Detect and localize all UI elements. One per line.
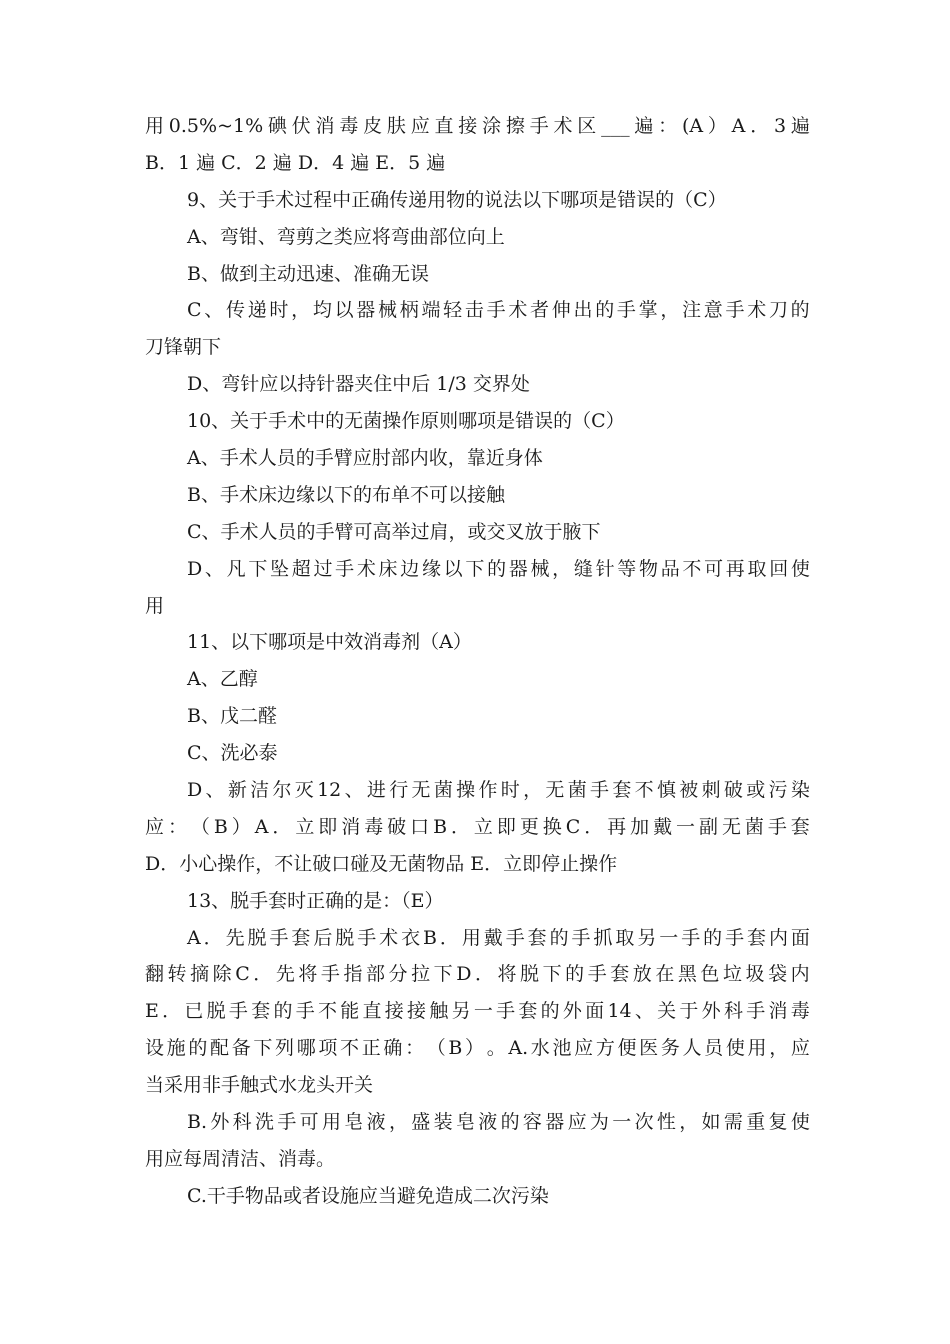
text-line: D 、 凡 下 坠 超 过 手 术 床 边 缘 以 下 的 器 械 ， 缝 针 等 物 品 不 可 再 取 回 使: [187, 557, 810, 580]
document-body: [145, 108, 810, 1215]
text-line: 用应每周清洁、消毒。: [145, 1147, 336, 1170]
text-line: B、做到主动迅速、准确无误: [187, 262, 429, 285]
text-line: A、乙醇: [187, 668, 258, 691]
text-line: 应 ： （ B ） A ． 立 即 消 毒 破 口 B ． 立 即 更 换 C ． 再 加 戴 一 副 无 菌 手 套: [145, 815, 810, 838]
text-line: B. 外 科 洗 手 可 用 皂 液 ， 盛 装 皂 液 的 容 器 应 为 一 次 性 ， 如 需 重 复 使: [187, 1111, 810, 1134]
text-line: 用: [145, 594, 165, 617]
text-line: D、弯针应以持针器夹住中后 1/3 交界处: [187, 373, 530, 396]
text-line: 翻 转 摘 除 C ． 先 将 手 指 部 分 拉 下 D ． 将 脱 下 的 手 套 放 在 黑 色 垃 圾 袋 内: [145, 963, 810, 986]
text-line: 用 0.5%~1% 碘 伏 消 毒 皮 肤 应 直 接 涂 擦 手 术 区 ___ 遍 ： (A ） A ． 3 遍: [145, 115, 810, 137]
text-line: 当采用非手触式水龙头开关: [145, 1074, 374, 1097]
text-line: 9、关于手术过程中正确传递用物的说法以下哪项是错误的（C）: [187, 188, 727, 211]
text-line: C、手术人员的手臂可高举过肩，或交叉放于腋下: [187, 520, 601, 543]
text-line: B．1 遍 C．2 遍 D．4 遍 E．5 遍: [145, 151, 446, 174]
text-line: D 、 新 洁 尔 灭 12 、 进 行 无 菌 操 作 时 ， 无 菌 手 套 不 慎 被 刺 破 或 污 染: [187, 779, 810, 802]
text-line: 设 施 的 配 备 下 列 哪 项 不 正 确 ： （ B ） 。 A. 水 池 应 方 便 医 务 人 员 使 用 ， 应: [145, 1037, 810, 1060]
text-line: 10、关于手术中的无菌操作原则哪项是错误的（C）: [187, 410, 625, 433]
text-line: E ． 已 脱 手 套 的 手 不 能 直 接 接 触 另 一 手 套 的 外 面 14 、 关 于 外 科 手 消 毒: [145, 1000, 810, 1023]
text-line: A ． 先 脱 手 套 后 脱 手 术 衣 B ． 用 戴 手 套 的 手 抓 取 另 一 手 的 手 套 内 面: [187, 926, 810, 949]
text-line: 11、以下哪项是中效消毒剂（A）: [187, 631, 472, 654]
text-line: C 、 传 递 时 ， 均 以 器 械 柄 端 轻 击 手 术 者 伸 出 的 手 掌 ， 注 意 手 术 刀 的: [187, 299, 810, 322]
text-line: 13、脱手套时正确的是：（E）: [187, 889, 444, 912]
text-line: B、戊二醛: [187, 705, 277, 728]
text-line: A、手术人员的手臂应肘部内收，靠近身体: [187, 447, 543, 470]
text-line: D．小心操作，不让破口碰及无菌物品 E．立即停止操作: [145, 852, 618, 875]
text-line: 刀锋朝下: [145, 336, 222, 359]
text-line: B、手术床边缘以下的布单不可以接触: [187, 483, 505, 506]
text-line: C.干手物品或者设施应当避免造成二次污染: [187, 1184, 549, 1207]
text-line: C、洗必泰: [187, 742, 278, 765]
text-line: A、弯钳、弯剪之类应将弯曲部位向上: [187, 225, 505, 248]
